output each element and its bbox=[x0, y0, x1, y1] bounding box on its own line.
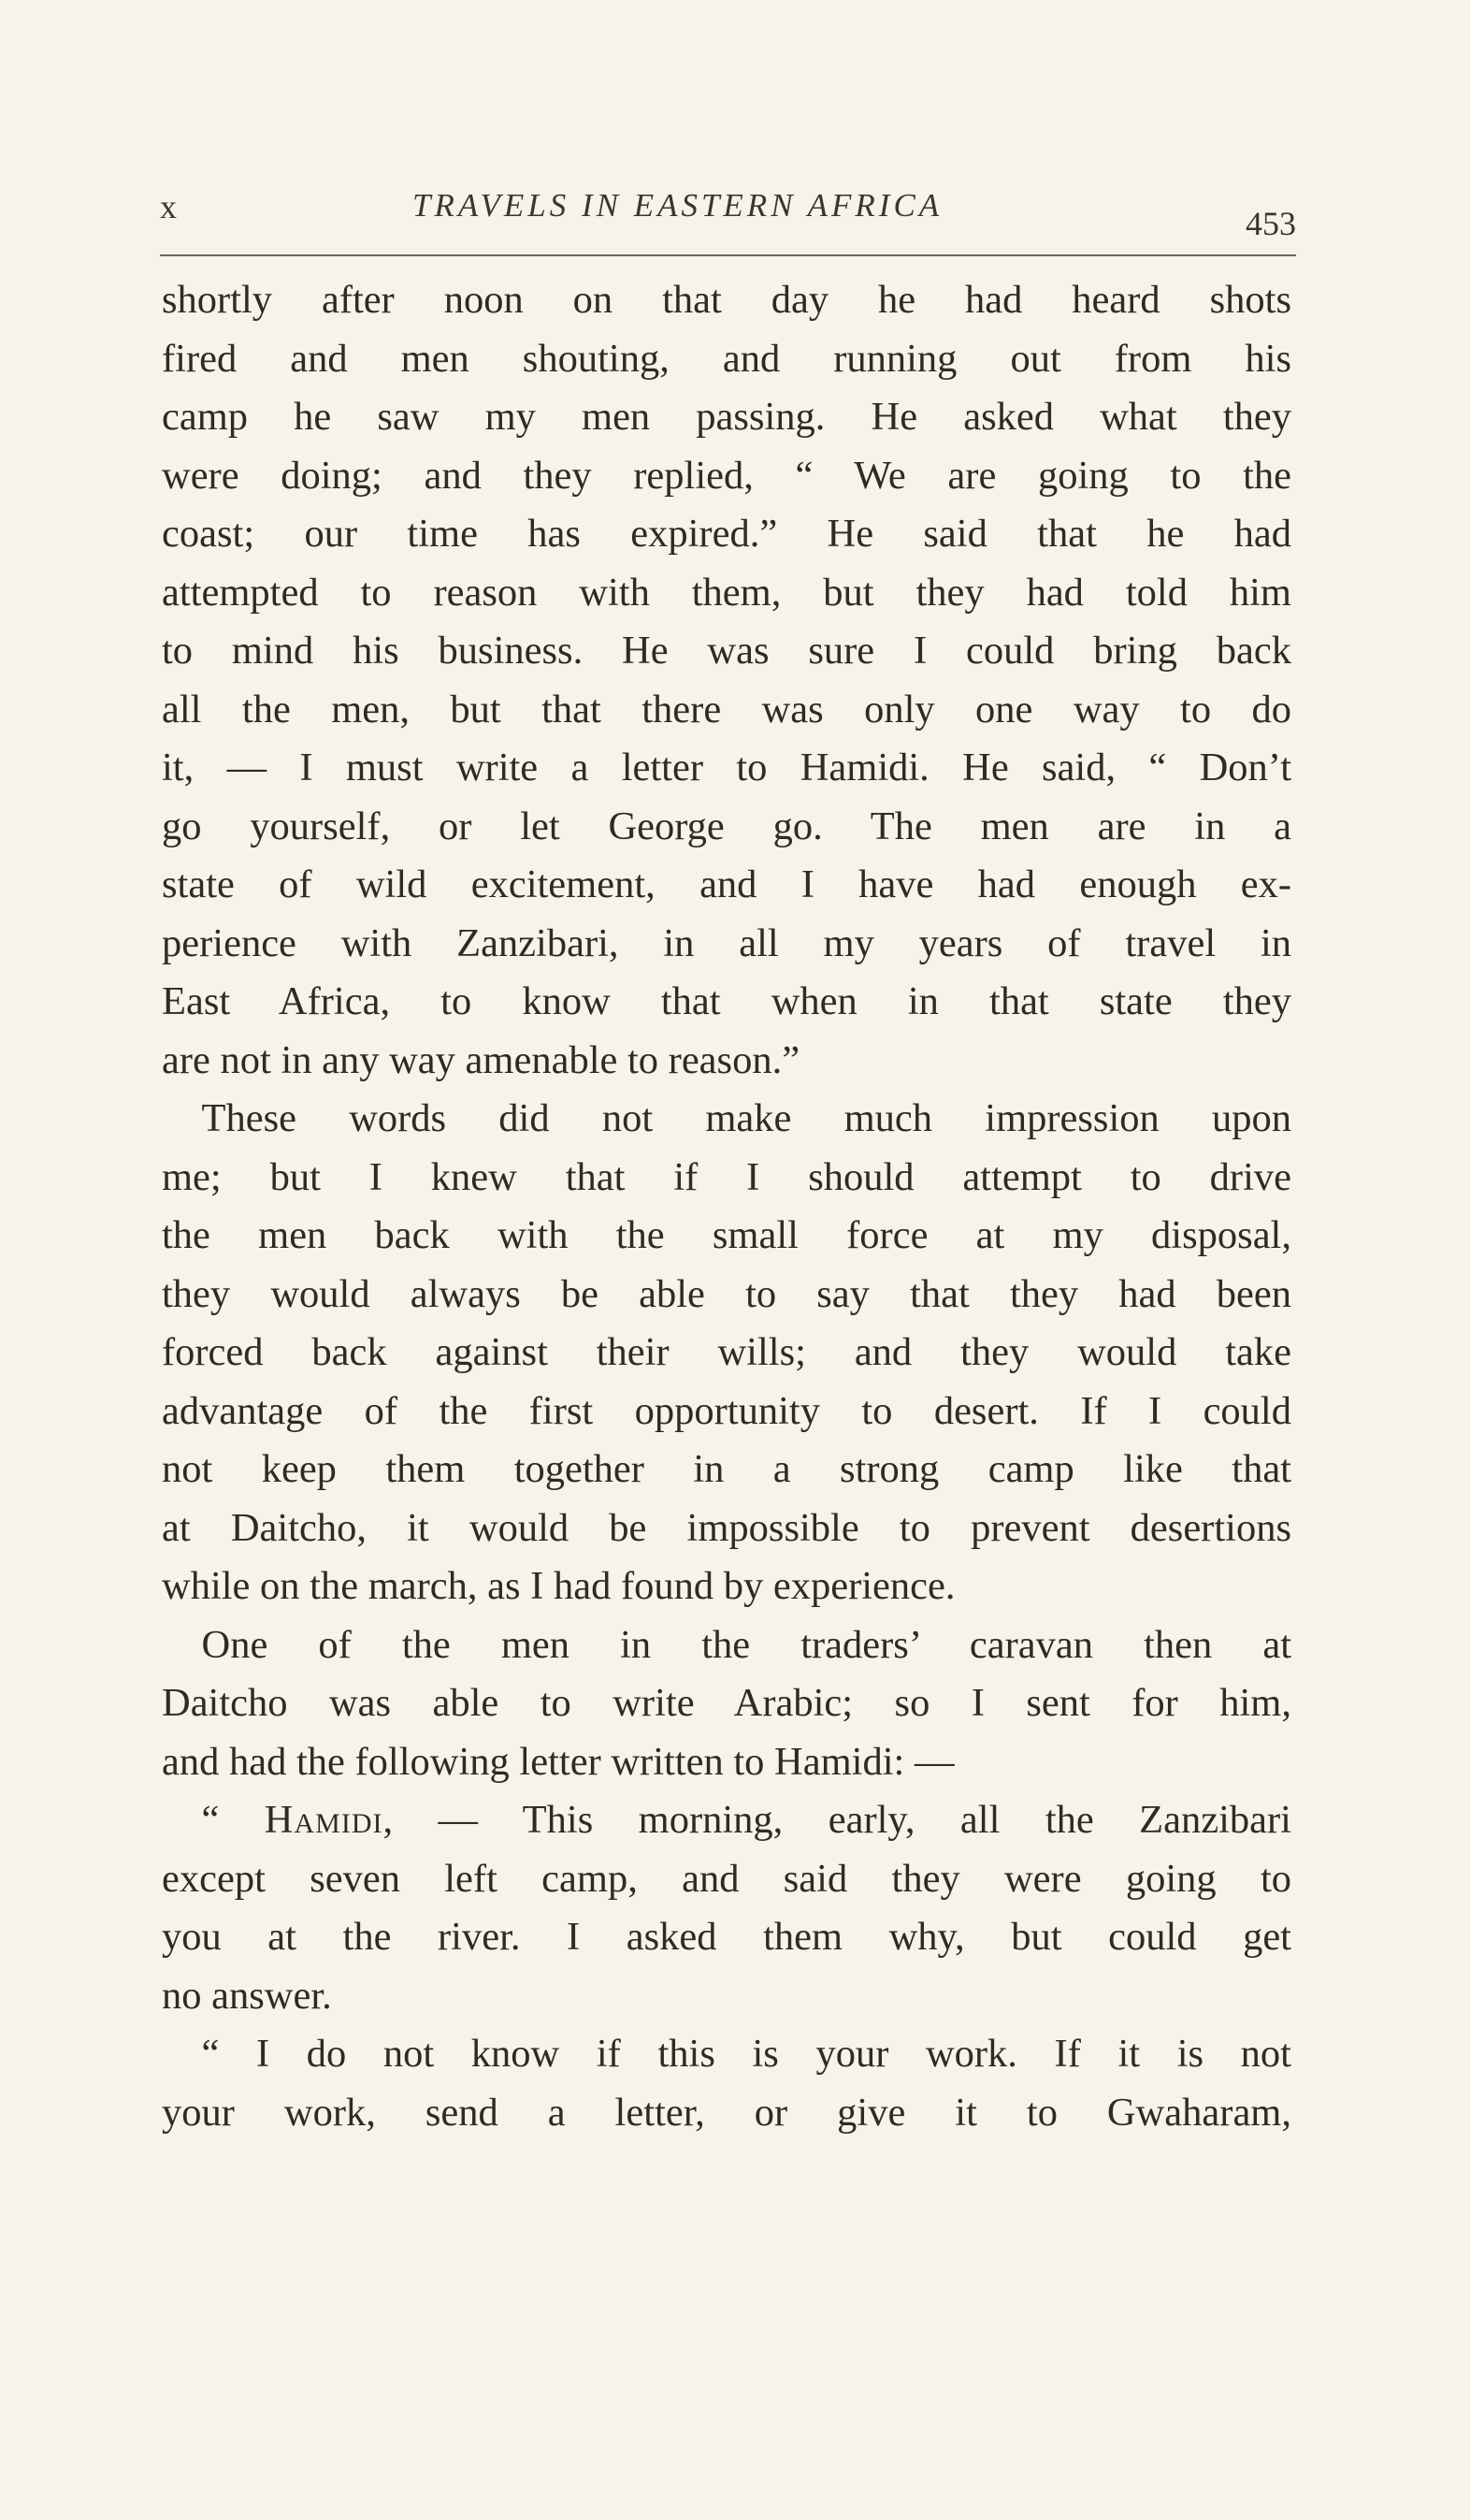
text-line: attempted to reason with them, but they had told him bbox=[162, 570, 1291, 615]
text-line: to mind his business. He was sure I could bring back bbox=[162, 629, 1291, 673]
text-line: go yourself, or let George go. The men are in a bbox=[162, 804, 1291, 848]
text-line: and had the following letter written to Hamidi: — bbox=[162, 1739, 955, 1784]
text-line: you at the river. I asked them why, but could get bbox=[162, 1915, 1291, 1959]
text-line: “ Hamidi, — This morning, early, all the Zanzibari bbox=[162, 1798, 1291, 1842]
text-line: East Africa, to know that when in that state they bbox=[162, 979, 1291, 1023]
text-line: forced back against their wills; and they would take bbox=[162, 1330, 1291, 1374]
text-line: were doing; and they replied, “ We are going to the bbox=[162, 453, 1291, 498]
salutation-name: Hamidi bbox=[264, 1798, 383, 1842]
text-line: shortly after noon on that day he had heard shots bbox=[162, 278, 1291, 322]
text-line: “ I do not know if this is your work. If it is not bbox=[162, 2032, 1291, 2076]
text-line: One of the men in the traders’ caravan then at bbox=[162, 1622, 1291, 1667]
header-rule bbox=[160, 254, 1296, 256]
text-line: are not in any way amenable to reason.” bbox=[162, 1037, 800, 1082]
text-line: coast; our time has expired.” He said that he had bbox=[162, 512, 1291, 556]
text-line: it, — I must write a letter to Hamidi. He said, “ Don’t bbox=[162, 746, 1291, 789]
text-line: they would always be able to say that they had been bbox=[162, 1271, 1291, 1316]
text-line: except seven left camp, and said they were going to bbox=[162, 1856, 1291, 1901]
text-line: at Daitcho, it would be impossible to prevent desertions bbox=[162, 1505, 1291, 1550]
text-line: Daitcho was able to write Arabic; so I sent for him, bbox=[162, 1681, 1291, 1725]
body-text bbox=[162, 271, 1291, 2142]
text-line: state of wild excitement, and I have had enough ex- bbox=[162, 862, 1291, 906]
text-line: all the men, but that there was only one way to do bbox=[162, 687, 1291, 731]
text-line: camp he saw my men passing. He asked what they bbox=[162, 395, 1291, 439]
running-head bbox=[160, 183, 1296, 242]
text-line: advantage of the first opportunity to desert. If I could bbox=[162, 1388, 1291, 1433]
text-line: me; but I knew that if I should attempt to drive bbox=[162, 1154, 1291, 1199]
text-line: while on the march, as I had found by experience. bbox=[162, 1564, 956, 1608]
text-line: fired and men shouting, and running out from his bbox=[162, 336, 1291, 381]
text-line: your work, send a letter, or give it to Gwaharam, bbox=[162, 2090, 1291, 2135]
text-line: These words did not make much impression upon bbox=[162, 1096, 1291, 1140]
page-number: 453 bbox=[1246, 205, 1296, 242]
text-line: perience with Zanzibari, in all my years of travel in bbox=[162, 920, 1291, 965]
text-line: the men back with the small force at my disposal, bbox=[162, 1213, 1291, 1257]
signature-mark: x bbox=[160, 188, 179, 225]
running-title: TRAVELS IN EASTERN AFRICA bbox=[412, 187, 944, 224]
text-line: not keep them together in a strong camp like that bbox=[162, 1447, 1291, 1491]
text-line: no answer. bbox=[162, 1973, 332, 2018]
